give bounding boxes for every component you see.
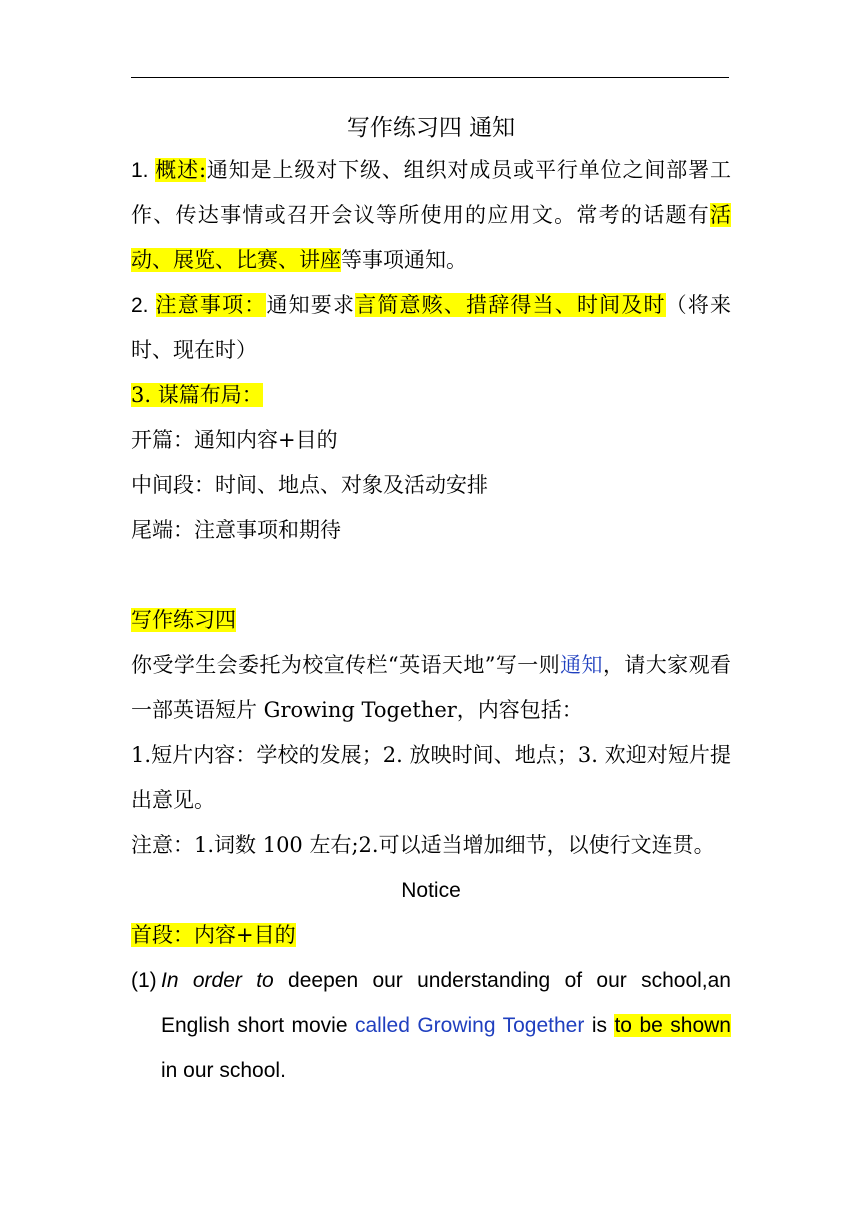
layout-heading xyxy=(131,373,731,418)
overview-label: 概述: xyxy=(155,158,207,182)
notes-number: 2. xyxy=(131,294,156,317)
layout-line-ending: 尾端：注意事项和期待 xyxy=(131,518,341,542)
first-para-label: 首段：内容+目的 xyxy=(131,923,296,947)
exercise-intro-text: 你受学生会委托为校宣传栏“英语天地”写一则 xyxy=(131,653,561,677)
notes-paragraph xyxy=(131,283,731,373)
overview-topics: 活动、展览、比赛、讲座 xyxy=(131,203,731,272)
item-text-end: in our school. xyxy=(161,1059,286,1082)
overview-paragraph xyxy=(131,148,731,283)
first-para-heading xyxy=(131,913,731,958)
item-highlight: to be shown xyxy=(614,1014,731,1037)
item-italic-phrase: In order to xyxy=(161,969,274,992)
item-text: deepen our understanding of our school,an English short movie xyxy=(161,969,731,1037)
overview-text-end: 等事项通知。 xyxy=(341,248,467,272)
exercise-intro-text-end: ，请大家观看一部英语短片 Growing Together，内容包括： xyxy=(131,653,731,722)
layout-line-middle: 中间段：时间、地点、对象及活动安排 xyxy=(131,473,488,497)
notice-title: Notice xyxy=(401,879,461,902)
sentence-item-1 xyxy=(131,958,731,1093)
spacer xyxy=(131,553,731,598)
header-rule xyxy=(131,77,729,78)
item-movie-name: called Growing Together xyxy=(355,1014,585,1037)
overview-number: 1. xyxy=(131,159,156,182)
exercise-heading-row xyxy=(131,598,731,643)
notes-label: 注意事项： xyxy=(155,293,267,317)
exercise-heading: 写作练习四 xyxy=(131,608,236,632)
layout-label: 3. 谋篇布局： xyxy=(131,383,263,407)
layout-line-opening: 开篇：通知内容+目的 xyxy=(131,428,338,452)
overview-text: 通知是上级对下级、组织对成员或平行单位之间部署工作、传达事情或召开会议等所使用的应用文。常考的话题有 xyxy=(131,158,732,227)
exercise-content: 1.短片内容：学校的发展；2. 放映时间、地点；3. 欢迎对短片提出意见。 xyxy=(131,743,731,812)
exercise-note: 注意：1.词数 100 左右;2.可以适当增加细节，以使行文连贯。 xyxy=(131,833,715,857)
notes-highlight: 言简意赅、措辞得当、时间及时 xyxy=(355,293,666,317)
notes-text: 通知要求 xyxy=(266,293,356,317)
item-text-is: is xyxy=(584,1014,615,1037)
document-page xyxy=(131,108,731,1093)
page-title: 写作练习四 通知 xyxy=(346,115,516,141)
notes-text-end: （将来时、现在时） xyxy=(131,293,732,362)
exercise-intro xyxy=(131,643,731,733)
exercise-notice-word: 通知 xyxy=(560,653,603,677)
item-number: (1) xyxy=(131,969,157,992)
